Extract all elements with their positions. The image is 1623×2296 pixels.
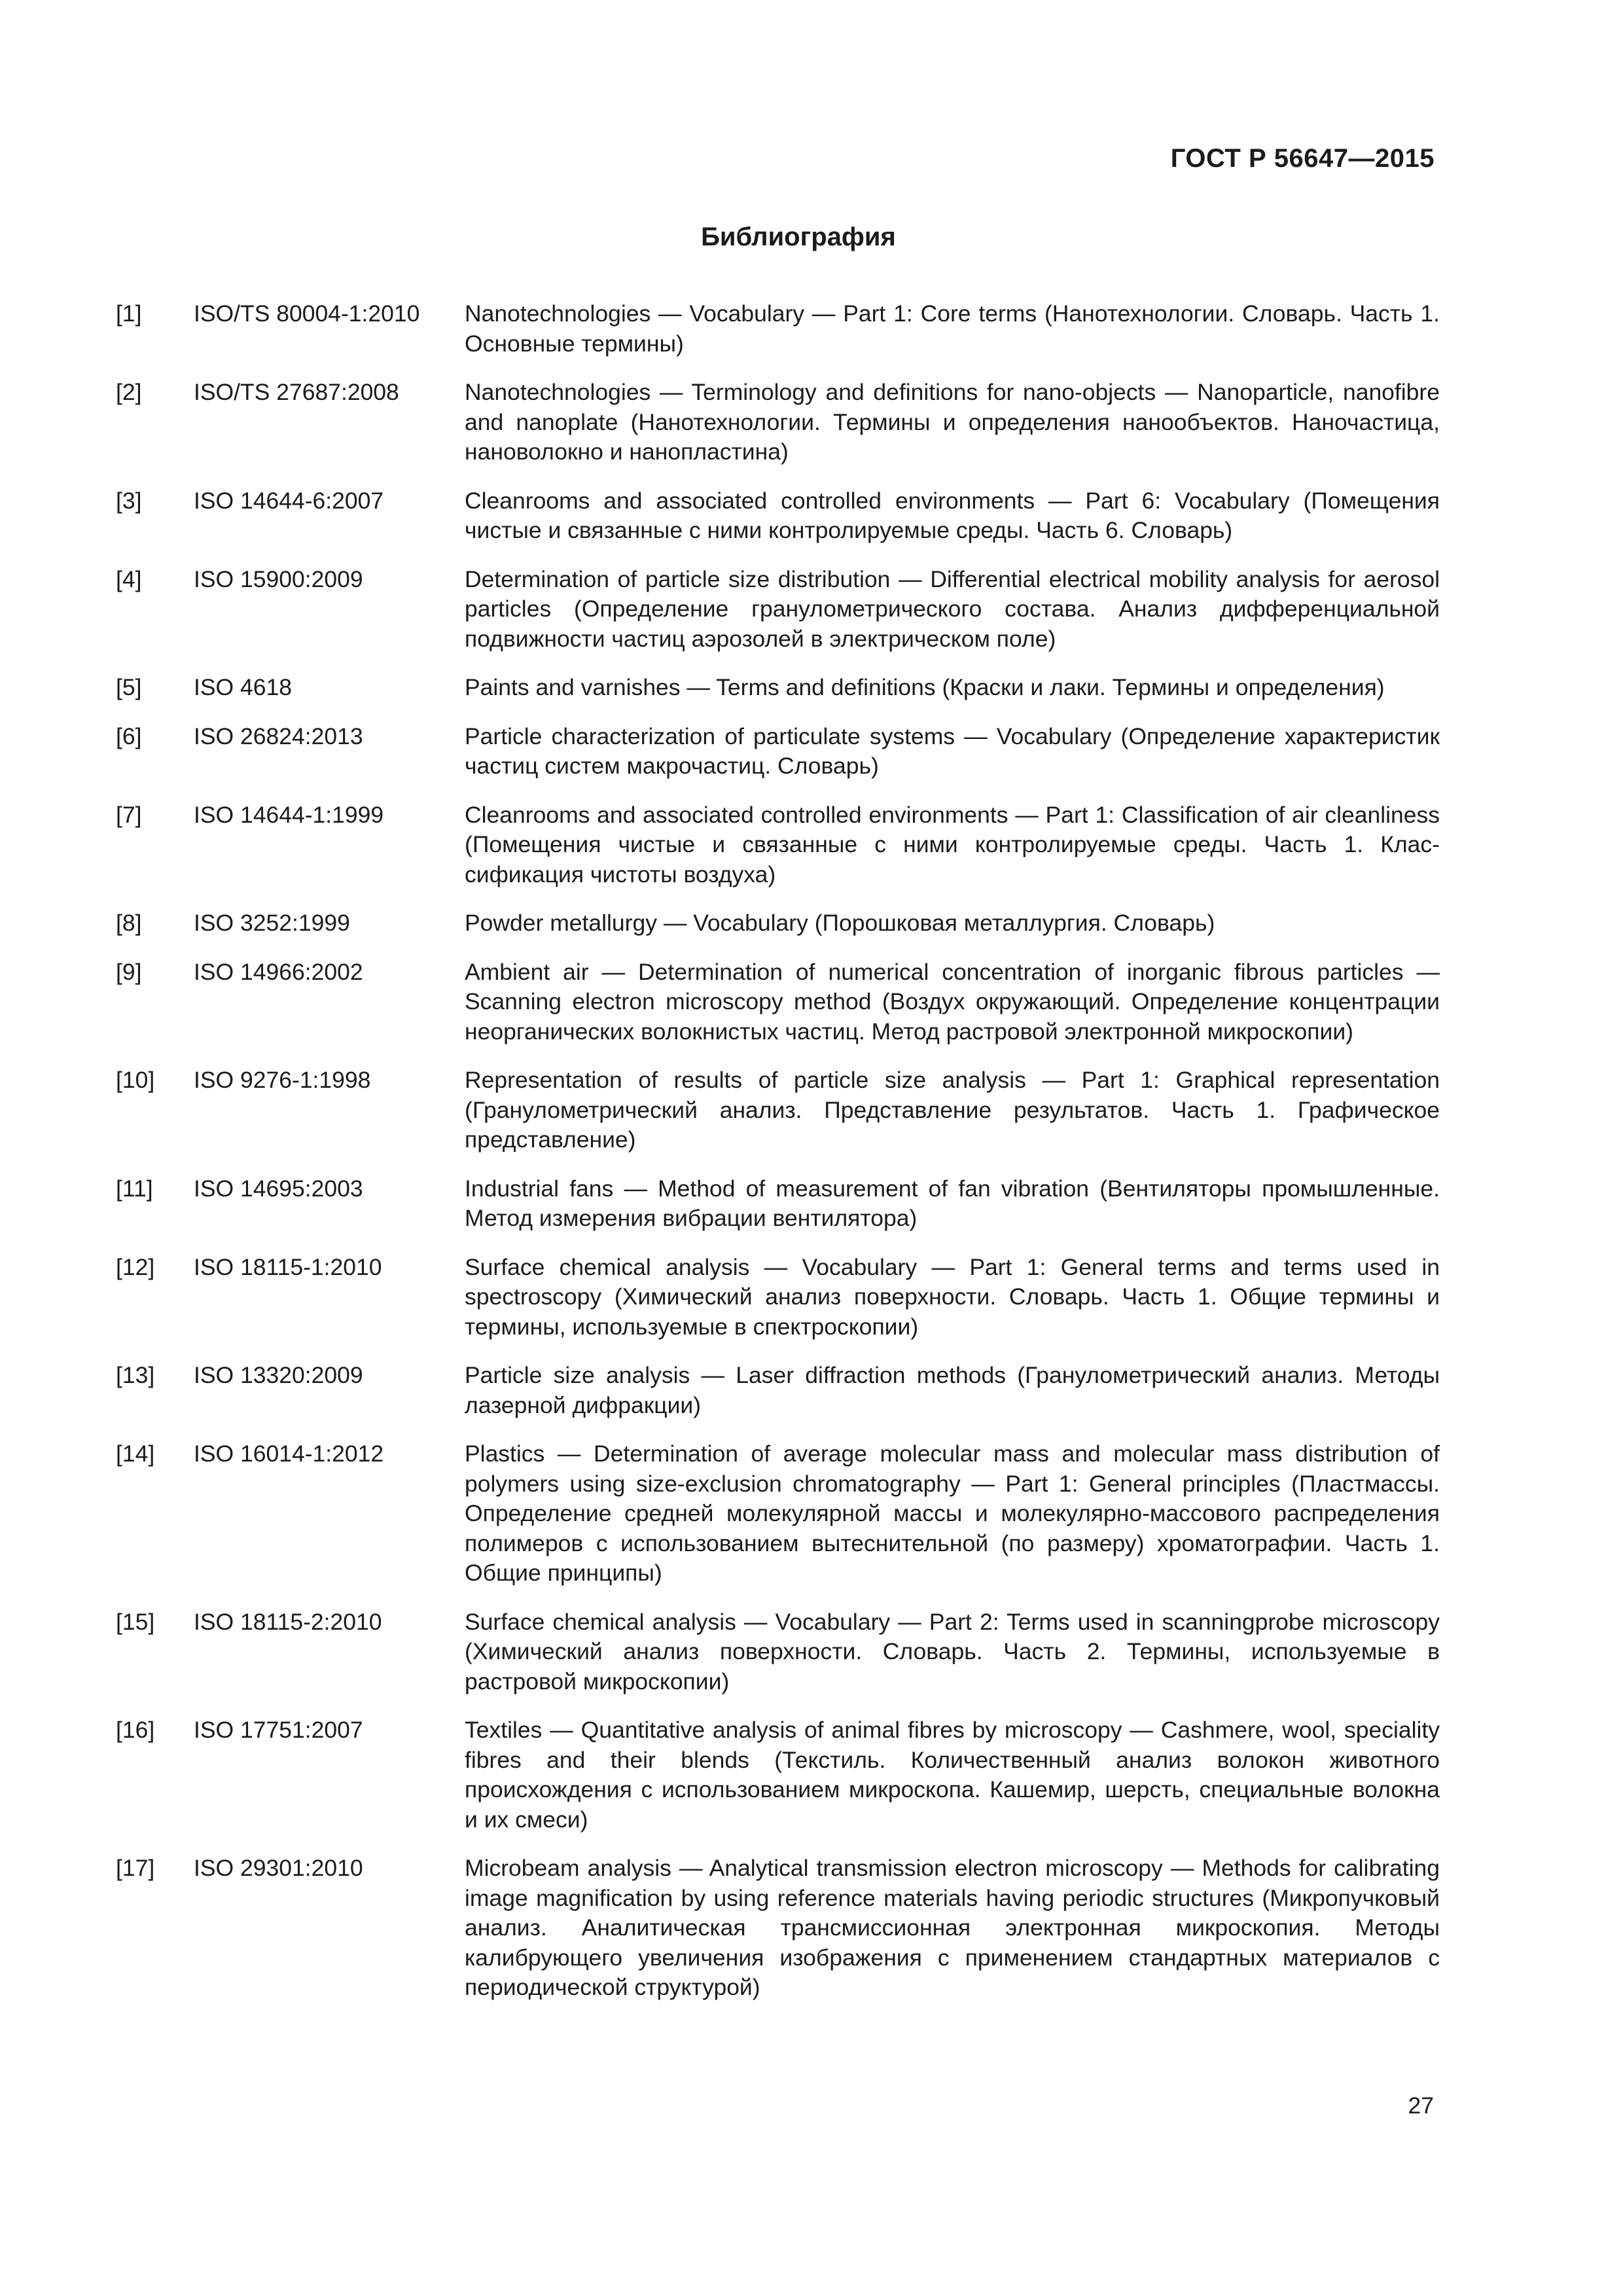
entry-description: Cleanrooms and associated controlled environments — Part 6: Vocabulary (Помещения чистые и связанные с ними контролируемые среды. Часть 6. Словарь) — [465, 487, 1440, 543]
entry-description: Powder metallurgy — Vocabulary (Порошковая металлургия. Словарь) — [465, 910, 1215, 936]
entry-number: [1] — [116, 300, 142, 327]
entry-number: [10] — [116, 1067, 155, 1093]
bibliography-entry — [116, 1854, 1440, 2003]
bibliography-entry — [116, 565, 1440, 655]
bibliography-entry — [116, 1174, 1440, 1234]
bibliography-entry — [116, 378, 1440, 467]
entry-number: [16] — [116, 1717, 155, 1743]
standard-designation: ISO 15900:2009 — [194, 565, 363, 592]
bibliography-entry — [116, 908, 1440, 939]
document-code: ГОСТ Р 56647—2015 — [1170, 144, 1435, 173]
entry-description: Surface chemical analysis — Vocabulary — Part 1: General terms and terms used in spectroscopy (Химический анализ поверхности. Словарь. Часть 1. Общие термины и термины, используемые в спектроскопии) — [465, 1253, 1440, 1340]
entry-description: Paints and varnishes — Terms and definitions (Краски и лаки. Термины и определения) — [465, 674, 1385, 700]
standard-designation: ISO 13320:2009 — [194, 1362, 363, 1388]
entry-number: [4] — [116, 565, 142, 592]
entry-description: Representation of results of particle size analysis — Part 1: Graphical representation (Гранулометрический анализ. Представление результатов. Часть 1. Графическое представление) — [465, 1067, 1440, 1153]
entry-number: [8] — [116, 910, 142, 936]
bibliography-entry — [116, 722, 1440, 781]
bibliography-entry — [116, 1066, 1440, 1155]
entry-description: Microbeam analysis — Analytical transmission electron microscopy — Methods for calibrating image magnification by using reference materials having periodic structures (Микропучковый анализ. Аналитическая трансмиссионная электронная микроскопия. Методы калибрующего увеличения изображения с применением стандартных материалов с периодической структурой) — [465, 1855, 1440, 2000]
standard-designation: ISO 18115-1:2010 — [194, 1253, 382, 1280]
standard-designation: ISO 29301:2010 — [194, 1855, 363, 1881]
bibliography-entry — [116, 1253, 1440, 1342]
standard-designation: ISO 14966:2002 — [194, 958, 363, 985]
bibliography-entry — [116, 1361, 1440, 1420]
entry-description: Plastics — Determination of average molecular mass and molecular mass distribution of polymers using size-exclusion chromatography — Part 1: General principles (Пластмассы. Определение средней молекулярной массы и молекулярно-массового распределения полимеров с использованием вытеснительной (по размеру) хроматографии. Часть 1. Общие принципы) — [465, 1441, 1440, 1586]
entry-number: [7] — [116, 801, 142, 828]
entry-number: [15] — [116, 1608, 155, 1635]
standard-designation: ISO 14644-6:2007 — [194, 487, 384, 514]
bibliography-entry — [116, 1715, 1440, 1835]
standard-designation: ISO 14644-1:1999 — [194, 801, 384, 828]
standard-designation: ISO 16014-1:2012 — [194, 1441, 384, 1467]
entry-number: [5] — [116, 674, 142, 700]
standard-designation: ISO 26824:2013 — [194, 723, 363, 749]
standard-designation: ISO 4618 — [194, 674, 292, 700]
standard-designation: ISO 9276-1:1998 — [194, 1067, 371, 1093]
bibliography-entry — [116, 800, 1440, 890]
bibliography-entry — [116, 673, 1440, 703]
entry-number: [17] — [116, 1855, 155, 1881]
standard-designation: ISO/TS 80004-1:2010 — [194, 300, 420, 327]
entry-description: Particle characterization of particulate systems — Vocabulary (Определение характеристик частиц систем макрочастиц. Словарь) — [465, 723, 1440, 779]
entry-description: Cleanrooms and associated controlled environments — Part 1: Classification of air cleanliness (Помещения чистые и связанные с ними контролируемые среды. Часть 1. Классификация чистоты воздуха) — [465, 801, 1440, 888]
standard-designation: ISO 3252:1999 — [194, 910, 350, 936]
entry-number: [13] — [116, 1362, 155, 1388]
entry-number: [11] — [116, 1175, 153, 1202]
standard-designation: ISO 18115-2:2010 — [194, 1608, 382, 1635]
entry-description: Particle size analysis — Laser diffraction methods (Гранулометрический анализ. Методы лазерной дифракции) — [465, 1362, 1440, 1418]
bibliography-entry — [116, 486, 1440, 546]
standard-designation: ISO 14695:2003 — [194, 1175, 363, 1202]
entry-number: [2] — [116, 379, 142, 405]
entry-description: Textiles — Quantitative analysis of animal fibres by microscopy — Cashmere, wool, speciality fibres and their blends (Текстиль. Количественный анализ волокон животного происхождения с использованием микроскопа. Кашемир, шерсть, специальные волокна и их смеси) — [465, 1717, 1440, 1833]
page-title: Библиография — [701, 223, 896, 251]
entry-number: [3] — [116, 487, 142, 514]
bibliography-entry — [116, 1439, 1440, 1588]
bibliography-list — [116, 299, 1440, 2022]
entry-number: [14] — [116, 1441, 155, 1467]
entry-description: Surface chemical analysis — Vocabulary — Part 2: Terms used in scanningprobe microscopy (Химический анализ поверхности. Словарь. Часть 2. Термины, используемые в растровой микроскопии) — [465, 1608, 1440, 1695]
entry-description: Nanotechnologies — Terminology and definitions for nano-objects — Nanoparticle, nanofibre and nanoplate (Нанотехнологии. Термины и определения нанообъектов. Наночастица, нановолокно и нанопластина) — [465, 379, 1440, 465]
bibliography-entry — [116, 1607, 1440, 1697]
entry-number: [12] — [116, 1253, 155, 1280]
bibliography-entry — [116, 299, 1440, 359]
entry-description: Nanotechnologies — Vocabulary — Part 1: Core terms (Нанотехнологии. Словарь. Часть 1. Основные термины) — [465, 300, 1440, 357]
entry-description: Industrial fans — Method of measurement of fan vibration (Вентиляторы промышленные. Метод измерения вибрации вентилятора) — [465, 1175, 1440, 1231]
entry-description: Ambient air — Determination of numerical concentration of inorganic fibrous particles — Scanning electron microscopy method (Воздух окружающий. Определение концентрации неорганических волокнистых частиц. Метод растровой электронной микроскопии) — [465, 958, 1440, 1045]
bibliography-entry — [116, 958, 1440, 1047]
standard-designation: ISO 17751:2007 — [194, 1717, 363, 1743]
page-number: 27 — [1408, 2092, 1434, 2119]
entry-number: [6] — [116, 723, 142, 749]
entry-number: [9] — [116, 958, 142, 985]
standard-designation: ISO/TS 27687:2008 — [194, 379, 399, 405]
entry-description: Determination of particle size distribution — Differential electrical mobility analysis for aerosol particles (Определение гранулометрического состава. Анализ дифференциальной подвижности частиц аэрозолей в электрическом поле) — [465, 565, 1440, 652]
